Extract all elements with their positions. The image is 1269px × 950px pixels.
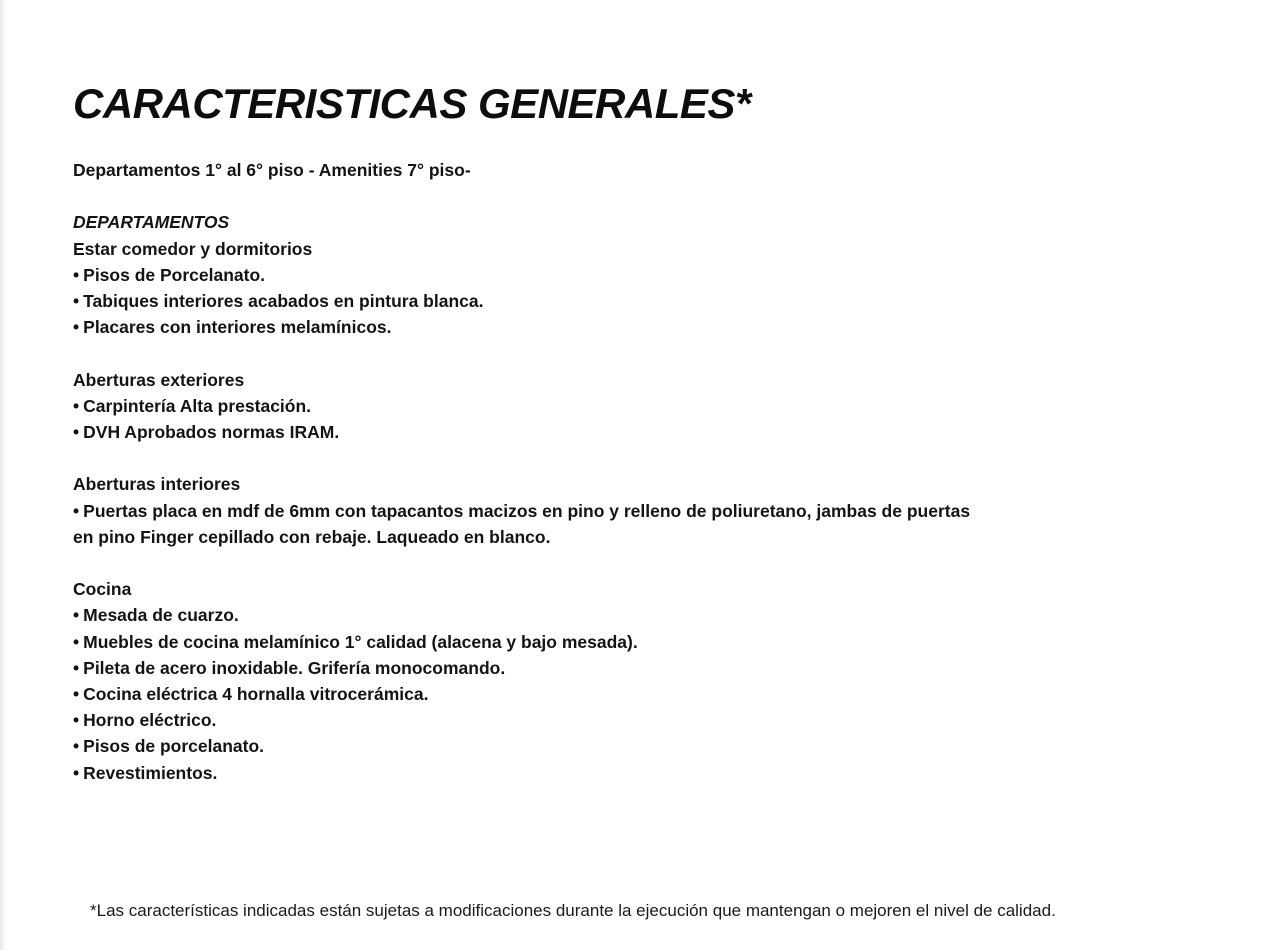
group-heading-aberturas-exteriores: Aberturas exteriores <box>73 369 245 390</box>
bullet: • <box>73 317 80 338</box>
list-item-text: Horno eléctrico. <box>83 710 217 731</box>
spacer <box>73 445 1223 471</box>
bullet: • <box>73 264 80 285</box>
list-item-text: Carpintería Alta prestación. <box>83 395 312 416</box>
bullet: • <box>73 736 80 757</box>
bullet: • <box>73 500 80 521</box>
list-item-text: Pisos de porcelanato. <box>83 736 265 757</box>
list-item-text: Tabiques interiores acabados en pintura blanca. <box>83 291 484 311</box>
list-item <box>73 707 1223 733</box>
group-heading-estar-comedor: Estar comedor y dormitorios <box>73 238 313 259</box>
list-item-text: Mesada de cuarzo. <box>83 605 239 626</box>
list-item <box>73 602 1223 628</box>
document-body <box>73 157 1223 786</box>
bullet: • <box>73 710 80 731</box>
bullet: • <box>73 631 80 652</box>
bullet: • <box>73 684 80 704</box>
list-item-text: Revestimientos. <box>83 762 218 783</box>
document-title: CARACTERISTICAS GENERALES* <box>73 80 751 127</box>
list-item-text: Pisos de Porcelanato. <box>83 264 266 285</box>
group-heading-aberturas-interiores: Aberturas interiores <box>73 474 241 495</box>
bullet: • <box>73 762 80 783</box>
bullet: • <box>73 291 80 311</box>
list-item <box>73 419 1223 445</box>
list-item <box>73 681 1223 707</box>
footnote: *Las características indicadas están sujetas a modificaciones durante la ejecución que mantengan o mejoren el nivel de calidad. <box>90 901 1056 920</box>
list-item <box>73 288 1223 314</box>
spacer <box>73 340 1223 366</box>
list-item-text: Puertas placa en mdf de 6mm con tapacantos macizos en pino y relleno de poliuretano, jambas de puertas <box>83 500 971 521</box>
list-item <box>73 498 1223 524</box>
list-item <box>73 760 1223 786</box>
list-item <box>73 733 1223 759</box>
bullet: • <box>73 657 80 678</box>
page-edge-shadow <box>0 0 6 950</box>
list-item <box>73 393 1223 419</box>
bullet: • <box>73 422 80 442</box>
list-item <box>73 262 1223 288</box>
list-item-continuation: en pino Finger cepillado con rebaje. Laqueado en blanco. <box>73 526 551 547</box>
spacer <box>73 183 1223 209</box>
list-item-text: DVH Aprobados normas IRAM. <box>83 422 340 442</box>
bullet: • <box>73 605 80 626</box>
group-heading-cocina: Cocina <box>73 579 132 600</box>
list-item-text: Cocina eléctrica 4 hornalla vitrocerámica. <box>83 684 429 704</box>
spacer <box>73 550 1223 576</box>
intro-line: Departamentos 1° al 6° piso - Amenities 7° piso- <box>73 160 471 180</box>
document-page <box>73 78 1223 786</box>
list-item <box>73 314 1223 340</box>
list-item <box>73 629 1223 655</box>
list-item-text: Muebles de cocina melamínico 1° calidad (alacena y bajo mesada). <box>83 631 638 652</box>
list-item-text: Pileta de acero inoxidable. Grifería monocomando. <box>83 657 506 678</box>
list-item <box>73 655 1223 681</box>
list-item-text: Placares con interiores melamínicos. <box>83 317 392 338</box>
section-heading-departamentos: DEPARTAMENTOS <box>73 212 230 233</box>
bullet: • <box>73 395 80 416</box>
